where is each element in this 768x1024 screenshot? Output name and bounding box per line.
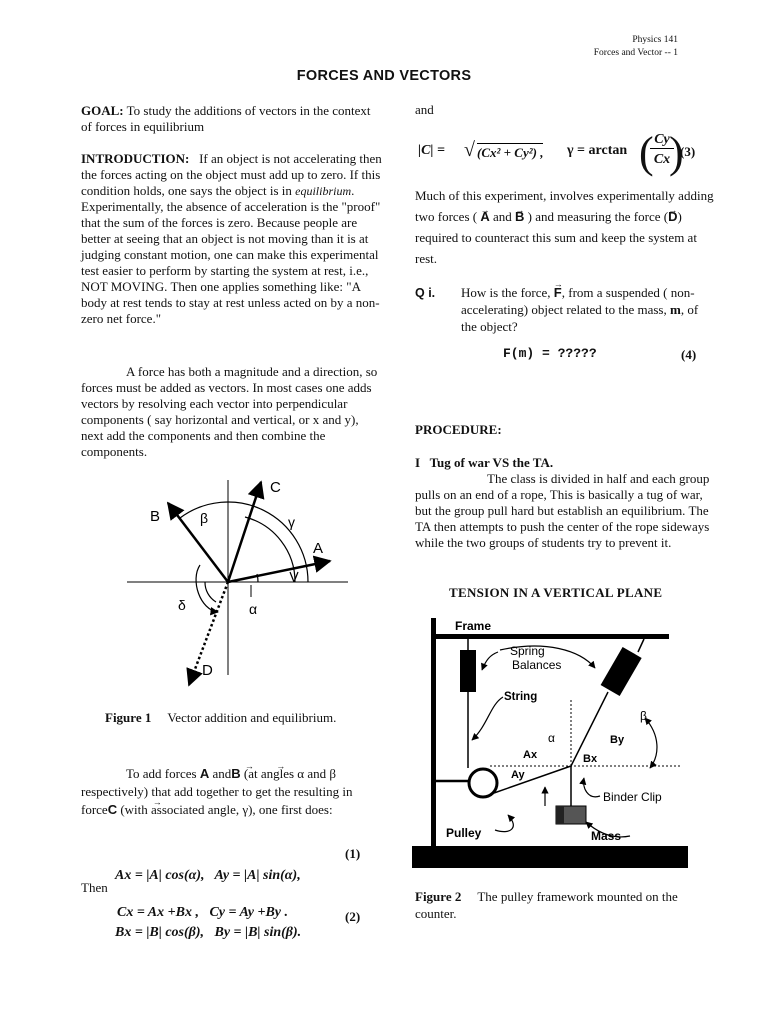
counter-base (412, 846, 688, 868)
figure-2-label: Figure 2 (415, 889, 462, 904)
add-forces-text-3: (with associated angle, γ), one first does: (120, 802, 333, 817)
intro-paragraph (81, 151, 384, 327)
question-mass: m (669, 302, 681, 317)
section-label: Forces and Vector -- 1 (593, 48, 678, 58)
spring-arrow-left (482, 652, 498, 670)
experiment-text-3: ) required to counteract this sum and keep the system at rest. (415, 209, 697, 266)
pulley-wheel (469, 769, 497, 797)
procedure-text: The class is divided in half and each group pulls on an end of a rope, This is basically a tug of war, but the group pull hard but establish an equilibrium. The TA then attempts to push the center of the rope sideways while the two groups of students try to prevent it. (415, 471, 710, 550)
page-header (594, 34, 678, 60)
question-text-3: , of the object? (461, 302, 699, 334)
right-hook (638, 639, 644, 652)
label-ax: Ax (523, 749, 538, 761)
add-forces-paragraph (81, 765, 371, 819)
delta-arc (196, 565, 218, 612)
vector-a (228, 561, 330, 582)
question-text-2: , from a suspended ( non-accelerating) object related to the mass, (461, 285, 695, 317)
add-forces-and: and (212, 766, 232, 781)
equation-2-number: (2) (345, 909, 361, 924)
vector-c (228, 482, 261, 582)
equation-1-number: (1) (345, 846, 361, 861)
label-delta: δ (178, 597, 186, 613)
sqrt-sign: √ (464, 139, 475, 161)
figure-1-caption (105, 709, 345, 727)
paren-right: ) (669, 128, 684, 177)
vector-b-symbol: → B (231, 766, 240, 781)
goal-paragraph (81, 103, 384, 135)
label-balances: Balances (512, 658, 562, 672)
vector-a-symbol: → A (200, 766, 209, 781)
equation-3-sqrt: (Cx² + Cy²) , (477, 145, 544, 160)
label-binder-clip: Binder Clip (603, 790, 662, 804)
left-spring-balance (460, 650, 476, 692)
label-frame: Frame (455, 619, 492, 633)
figure-2-caption (415, 888, 705, 922)
experiment-and: and (492, 209, 512, 224)
label-string: String (504, 691, 538, 703)
equation-3-lhs: |C| = (418, 143, 445, 158)
label-beta: β (640, 709, 647, 723)
frame-top-bar (431, 634, 669, 639)
label-ay: Ay (511, 769, 525, 781)
equation-2: Cx = Ax +Bx , Cy = Ay +By . (117, 905, 289, 920)
equation-4-tag: (4) (681, 347, 697, 362)
label-c: C (270, 479, 281, 496)
equation-3-denominator: Cx (653, 152, 671, 167)
label-bx: Bx (583, 753, 598, 765)
beta-arc (645, 718, 657, 768)
figure-2-diagram (410, 610, 692, 872)
equation-3 (418, 130, 708, 180)
procedure-subheading: I Tug of war VS the TA. (415, 455, 554, 470)
label-pulley: Pulley (446, 826, 482, 840)
experiment-text-2: ) and measuring the force ( (527, 209, 669, 224)
mass-shade (556, 806, 564, 824)
delta-arc-small (205, 582, 216, 602)
equation-3-mid: γ = arctan (567, 143, 628, 158)
page-title: FORCES AND VECTORS (296, 68, 472, 84)
frame-post (431, 618, 436, 846)
figure-1-text: Vector addition and equilibrium. (167, 710, 337, 725)
experiment-vector-a: → A (480, 209, 489, 224)
goal-text: To study the additions of vectors in the context of forces in equilibrium (81, 103, 371, 134)
label-spring: Spring (510, 644, 545, 658)
question-vector-f: → F (554, 285, 562, 300)
course-label: Physics 141 (632, 35, 678, 45)
string-arrow (472, 697, 503, 740)
experiment-text-1: Much of this experiment, involves experimentally adding two forces ( (415, 188, 714, 224)
intro-text-1: If an object is not accelerating then the forces acting on the object must add up to zero. If this condition holds, one says the object is in (81, 151, 382, 198)
question-label: Q i. (415, 286, 436, 300)
procedure-heading: PROCEDURE: (415, 422, 502, 437)
figure-2-heading: TENSION IN A VERTICAL PLANE (449, 585, 663, 600)
intro-text-2: . Experimentally, the absence of acceleration is the "proof" that the sum of the forces is zero. Because people are better at seeing that an object is not moving than it is at judging constant motion, one can make this experimental test easier to perform by starting the system at rest, i.e., NOT MOVING. Then one applies something like: "A body at rest tends to stay at rest unless acted on by a non-zero net force." (81, 183, 381, 326)
vector-c-symbol: → C (108, 802, 117, 817)
figure-1-diagram (120, 470, 360, 700)
right-spring-balance (601, 647, 642, 696)
equation-1-line-1: Ax = |A| cos(α), Ay = |A| sin(α), (115, 868, 301, 883)
equation-3-tag: (3) (680, 144, 696, 159)
add-forces-text-1: To add forces (126, 766, 197, 781)
then-label: Then (81, 880, 108, 895)
alpha-arc (257, 574, 258, 582)
figure-2-text: The pulley framework mounted on the counter. (415, 889, 678, 921)
question-text-1: How is the force, (461, 285, 551, 300)
figure-1-label: Figure 1 (105, 710, 152, 725)
add-forces-text-2: (at angles α and β respectively) that add together to get the resulting in force (81, 766, 353, 817)
label-beta: β (200, 510, 209, 526)
intro-italic: equilibrium (295, 184, 352, 198)
binder-arrow (584, 778, 600, 797)
pulley-arrow (495, 815, 513, 832)
experiment-vector-b: → B (515, 209, 524, 224)
equation-4: F(m) = ????? (503, 346, 597, 361)
goal-label: GOAL: (81, 103, 124, 118)
label-mass: Mass (591, 829, 622, 843)
label-gamma: γ (288, 514, 295, 530)
experiment-vector-d: → D (668, 209, 677, 224)
label-alpha: α (249, 601, 258, 617)
intro-label: INTRODUCTION: (81, 151, 190, 166)
equation-3-numerator: Cy (650, 132, 674, 149)
equation-1-line-2: Bx = |B| cos(β), By = |B| sin(β). (115, 925, 302, 940)
label-d: D (202, 662, 213, 679)
paren-left: ( (639, 128, 654, 177)
and-label: and (415, 102, 434, 117)
equation-1 (115, 828, 301, 961)
experiment-paragraph (415, 185, 715, 269)
pulley-string (494, 766, 571, 793)
label-alpha: α (548, 731, 555, 745)
label-by: By (610, 734, 625, 746)
label-a: A (313, 540, 324, 557)
question-text (461, 284, 716, 335)
intro-paragraph-2: A force has both a magnitude and a direction, so forces must be added as vectors. In most cases one adds vectors by resolving each vector into perpendicular components ( say horizontal and vertical, or x and y), next add the components and then combine the components. (81, 364, 378, 459)
label-b: B (150, 508, 161, 525)
